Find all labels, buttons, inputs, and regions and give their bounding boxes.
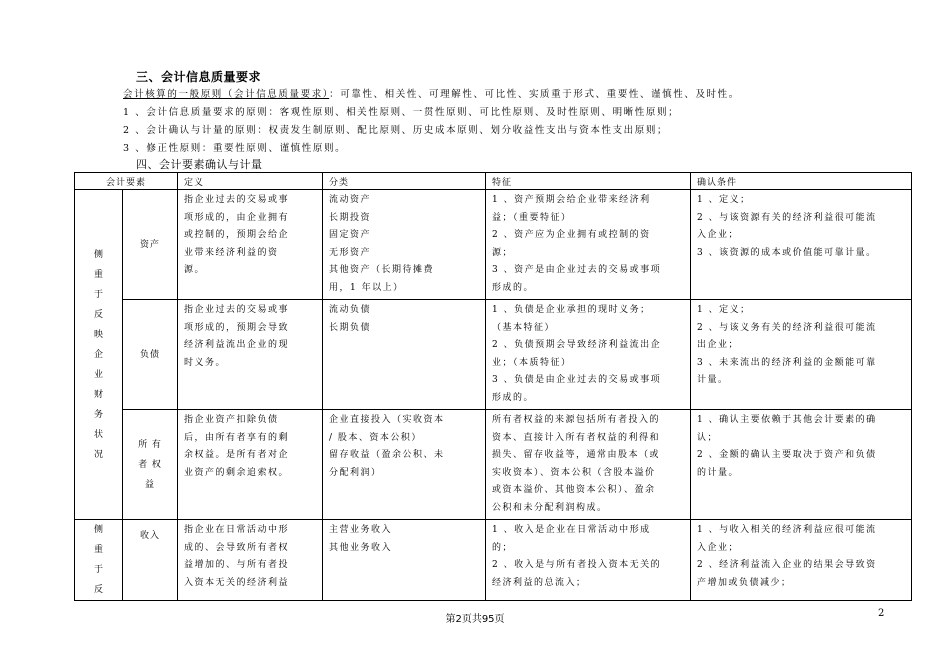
definition-cell: 指企业在日常活动中形 成的、会导致所有者权 益增加的、与所有者投 入资本无关的经济利益 <box>178 520 323 601</box>
conditions-cell: 1 、定义； 2 、与该义务有关的经济利益很可能流 出企业； 3 、未来流出的经济利益的金额能可靠 计量。 <box>691 300 912 410</box>
classification-cell: 流动资产 长期投资 固定资产 无形资产 其他资产（长期待摊费 用，1 年以上） <box>323 190 486 300</box>
conditions-cell: 1 、与收入相关的经济利益应很可能流 入企业； 2 、经济利益流入企业的结果会导致资 产增加或负债减少； <box>691 520 912 601</box>
conditions-cell: 1 、确认主要依赖于其他会计要素的确 认； 2 、金额的确认主要取决于资产和负债 的计量。 <box>691 410 912 520</box>
header-conditions: 确认条件 <box>691 173 912 190</box>
principle-line-2: 2 、会计确认与计量的原则：权责发生制原则、配比原则、历史成本原则、划分收益性支出与资本性支出原则； <box>123 125 669 136</box>
page-footer: 第2页共95页 <box>445 614 505 625</box>
definition-cell: 指企业过去的交易或事 项形成的，由企业拥有 或控制的，预期会给企 业带来经济利益的资 源。 <box>178 190 323 300</box>
table-row <box>75 410 912 520</box>
table-row <box>75 190 912 300</box>
features-cell: 所有者权益的来源包括所有者投入的 资本、直接计入所有者权益的利得和 损失、留存收益等，通常由股本（或 实收资本）、资本公积（含股本溢价 或资本溢价、其他资本公积）、盈余 公积和未分配利润构成。 <box>486 410 691 520</box>
general-principles-line <box>123 86 740 100</box>
features-cell: 1 、资产预期会给企业带来经济利 益；（重要特征） 2 、资产应为企业拥有或控制的资 源； 3 、资产是由企业过去的交易或事项 形成的。 <box>486 190 691 300</box>
element-liabilities: 负债 <box>123 300 178 410</box>
header-classification: 分类 <box>323 173 486 190</box>
section-heading-3: 三、会计信息质量要求 <box>136 70 262 84</box>
table-row <box>75 300 912 410</box>
accounting-elements-table <box>74 172 912 601</box>
general-principles-term: 会计核算的一般原则（会计信息质量要求） <box>123 89 330 100</box>
features-cell: 1 、收入是企业在日常活动中形成 的； 2 、收入是与所有者投入资本无关的 经济利益的总流入； <box>486 520 691 601</box>
group-label-financial-position: 侧 重 于 反 映 企 业 财 务 状 况 <box>75 190 123 520</box>
element-owners-equity: 所 有 者 权 益 <box>123 410 178 520</box>
general-principles-list: ：可靠性、相关性、可理解性、可比性、实质重于形式、重要性、谨慎性、及时性。 <box>329 89 740 100</box>
principle-line-1: 1 、会计信息质量要求的原则：客观性原则、相关性原则、一贯性原则、可比性原则、及时性原则、明晰性原则； <box>123 107 680 118</box>
element-revenue: 收入 <box>123 520 178 601</box>
classification-cell: 流动负债 长期负债 <box>323 300 486 410</box>
classification-cell: 主营业务收入 其他业务收入 <box>323 520 486 601</box>
header-element: 会计要素 <box>75 173 178 190</box>
element-assets: 资产 <box>123 190 178 300</box>
page-number: 2 <box>878 608 885 619</box>
conditions-cell: 1 、定义； 2 、与该资源有关的经济利益很可能流 入企业； 3 、该资源的成本或价值能可靠计量。 <box>691 190 912 300</box>
table-header-row <box>75 173 912 190</box>
section-heading-4: 四、会计要素确认与计量 <box>136 158 263 171</box>
definition-cell: 指企业资产扣除负债 后，由所有者享有的剩 余权益。是所有者对企 业资产的剩余追索权。 <box>178 410 323 520</box>
principle-line-3: 3 、修正性原则：重要性原则、谨慎性原则。 <box>123 143 347 154</box>
classification-cell: 企业直接投入（实收资本 / 股本、资本公积） 留存收益（盈余公积、未 分配利润） <box>323 410 486 520</box>
definition-cell: 指企业过去的交易或事 项形成的，预期会导致 经济利益流出企业的现 时义务。 <box>178 300 323 410</box>
header-features: 特征 <box>486 173 691 190</box>
group-label-operating-results: 侧 重 于 反 <box>75 520 123 601</box>
table-row <box>75 520 912 601</box>
header-definition: 定义 <box>178 173 323 190</box>
features-cell: 1 、负债是企业承担的现时义务； （基本特征） 2 、负债预期会导致经济利益流出企 业；（本质特征） 3 、负债是由企业过去的交易或事项 形成的。 <box>486 300 691 410</box>
